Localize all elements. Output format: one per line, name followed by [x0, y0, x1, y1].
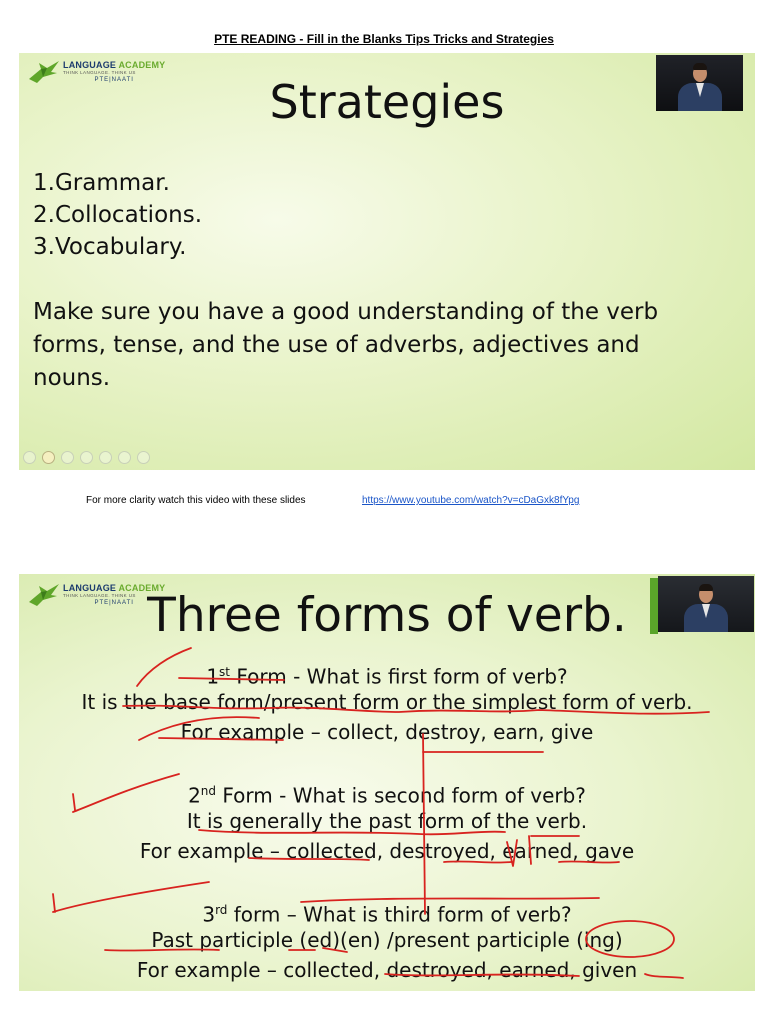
logo-name-part1: LANGUAGE — [63, 583, 119, 594]
player-control-icon[interactable] — [61, 451, 74, 464]
logo-tagline: THINK LANGUAGE. THINK US — [63, 593, 136, 599]
strategy-item: 3.Vocabulary. — [33, 234, 187, 260]
form-question: Form - What is second form of verb? — [216, 783, 586, 808]
slide-verb-forms — [19, 574, 755, 991]
form-ordinal: st — [219, 665, 231, 679]
logo-name-part2: ACADEMY — [118, 583, 166, 594]
second-form-definition: It is generally the past form of the verb. — [186, 809, 588, 833]
first-form-heading — [19, 657, 755, 687]
form-question: form – What is third form of verb? — [227, 902, 572, 927]
third-form-definition: Past participle (ed)(en) /present participle (ing) — [151, 928, 623, 952]
logo-tagline: THINK LANGUAGE. THINK US — [63, 70, 136, 76]
slide-strategies — [19, 53, 755, 470]
strategy-note: Make sure you have a good understanding of the verb forms, tense, and the use of adverbs, adjectives and nouns. — [33, 299, 659, 391]
form-question: Form - What is first form of verb? — [230, 664, 568, 689]
strategy-list — [33, 167, 202, 263]
second-form-example: For example – collected, destroyed, earned, gave — [139, 839, 635, 863]
clarity-text: For more clarity watch this video with these slides — [86, 495, 306, 506]
video-link[interactable]: https://www.youtube.com/watch?v=cDaGxk8fYpg — [362, 495, 580, 506]
player-control-icon[interactable] — [99, 451, 112, 464]
slide-title: Strategies — [269, 75, 505, 129]
third-form-example: For example – collected, destroyed, earned, given — [136, 958, 638, 982]
form-ordinal: nd — [200, 784, 217, 798]
form-ordinal: rd — [215, 903, 228, 917]
logo-name-part1: LANGUAGE — [63, 60, 119, 71]
first-form-example: For example – collect, destroy, earn, give — [180, 720, 594, 744]
document-header: PTE READING - Fill in the Blanks Tips Tricks and Strategies — [214, 32, 554, 46]
form-number: 1 — [206, 664, 220, 689]
third-form-heading — [19, 895, 755, 925]
slide-title: Three forms of verb. — [147, 588, 627, 643]
player-control-icon[interactable] — [23, 451, 36, 464]
logo-name-part2: ACADEMY — [118, 60, 166, 71]
form-number: 3 — [202, 902, 216, 927]
player-control-icon[interactable] — [42, 451, 55, 464]
player-control-icon[interactable] — [80, 451, 93, 464]
strategy-item: 1.Grammar. — [33, 170, 170, 196]
verb-forms-content — [19, 657, 755, 985]
form-number: 2 — [188, 783, 201, 808]
logo-sub: PTE|NAATI — [94, 76, 134, 83]
player-control-icon[interactable] — [118, 451, 131, 464]
second-form-heading — [19, 776, 755, 806]
logo-sub: PTE|NAATI — [94, 599, 134, 606]
strategy-item: 2.Collocations. — [33, 202, 203, 228]
slide-player-controls — [23, 451, 150, 464]
first-form-definition: It is the base form/present form or the simplest form of verb. — [81, 690, 693, 714]
player-control-icon[interactable] — [137, 451, 150, 464]
